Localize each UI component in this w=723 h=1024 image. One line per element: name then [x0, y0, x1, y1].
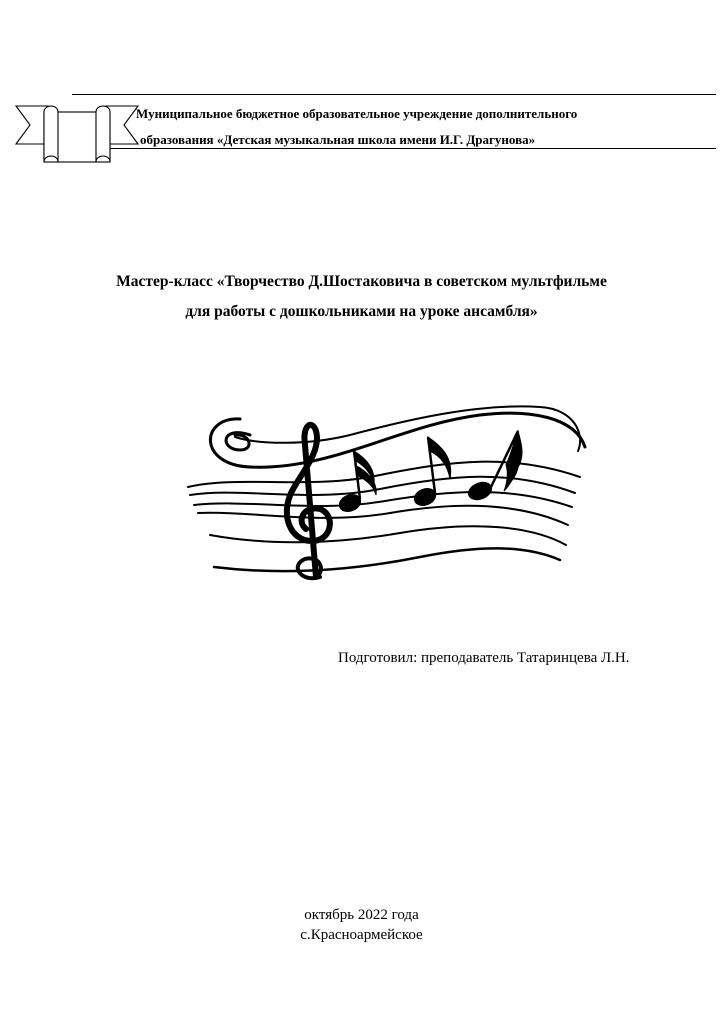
- footer-date: октябрь 2022 года: [304, 907, 419, 923]
- music-notes-staff-icon: [180, 395, 590, 585]
- institution-line-2: образования «Детская музыкальная школа имени И.Г. Драгунова»: [140, 132, 536, 147]
- header-top-rule: [72, 94, 716, 95]
- header-bottom-rule: [84, 148, 716, 149]
- scroll-banner-icon: [14, 98, 140, 166]
- title-line-2: для работы с дошкольниками на уроке ансамбля»: [185, 303, 538, 320]
- footer-place: с.Красноармейское: [300, 927, 423, 943]
- institution-line-1: Муниципальное бюджетное образовательное учреждение дополнительного: [136, 106, 578, 121]
- author-line: Подготовил: преподаватель Татаринцева Л.Н.: [338, 650, 630, 666]
- title-line-1: Мастер-класс «Творчество Д.Шостаковича в советском мультфильме: [116, 273, 607, 290]
